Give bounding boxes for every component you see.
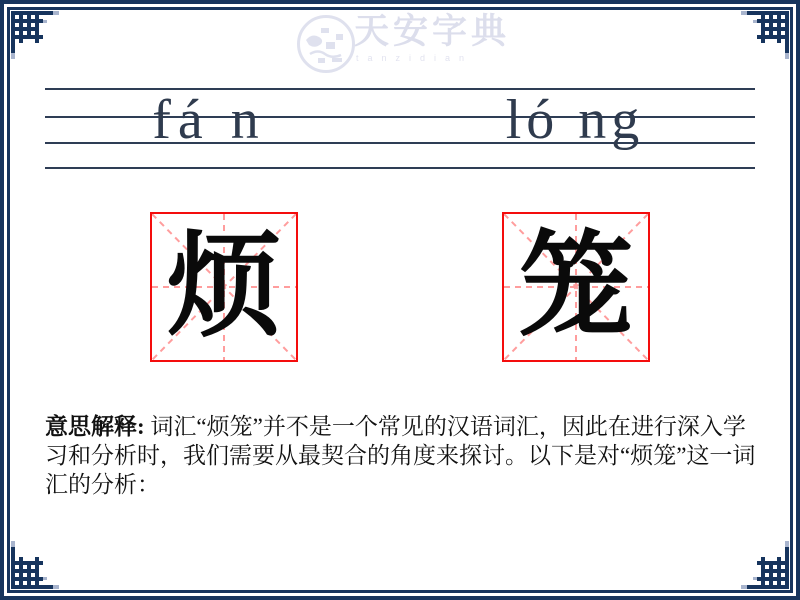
character-box <box>502 212 650 362</box>
definition-paragraph <box>45 412 759 499</box>
logo-title: 天安字典 <box>354 12 511 51</box>
definition-text: 词汇“烦笼”并不是一个常见的汉语词汇，因此在进行深入学习和分析时，我们需要从最契合的角度来探讨。以下是对“烦笼”这一词汇的分析： <box>45 414 756 497</box>
pinyin-guide-line <box>45 167 755 169</box>
corner-ornament-top-right <box>741 11 789 59</box>
corner-ornament-bottom-right <box>741 541 789 589</box>
hanzi-character: 笼 <box>518 223 633 350</box>
character-box <box>150 212 298 362</box>
pinyin-syllable-long: ló ng <box>505 89 645 151</box>
pinyin-syllable-fan: fá n <box>152 89 266 151</box>
logo-subtitle: tanzidian <box>356 53 474 63</box>
hanzi-character: 烦 <box>166 223 281 350</box>
corner-ornament-top-left <box>11 11 59 59</box>
corner-ornament-bottom-left <box>11 541 59 589</box>
logo <box>296 12 511 74</box>
definition-label: 意思解释: <box>45 414 145 439</box>
seal-icon <box>296 14 356 74</box>
inner-border <box>7 7 793 593</box>
